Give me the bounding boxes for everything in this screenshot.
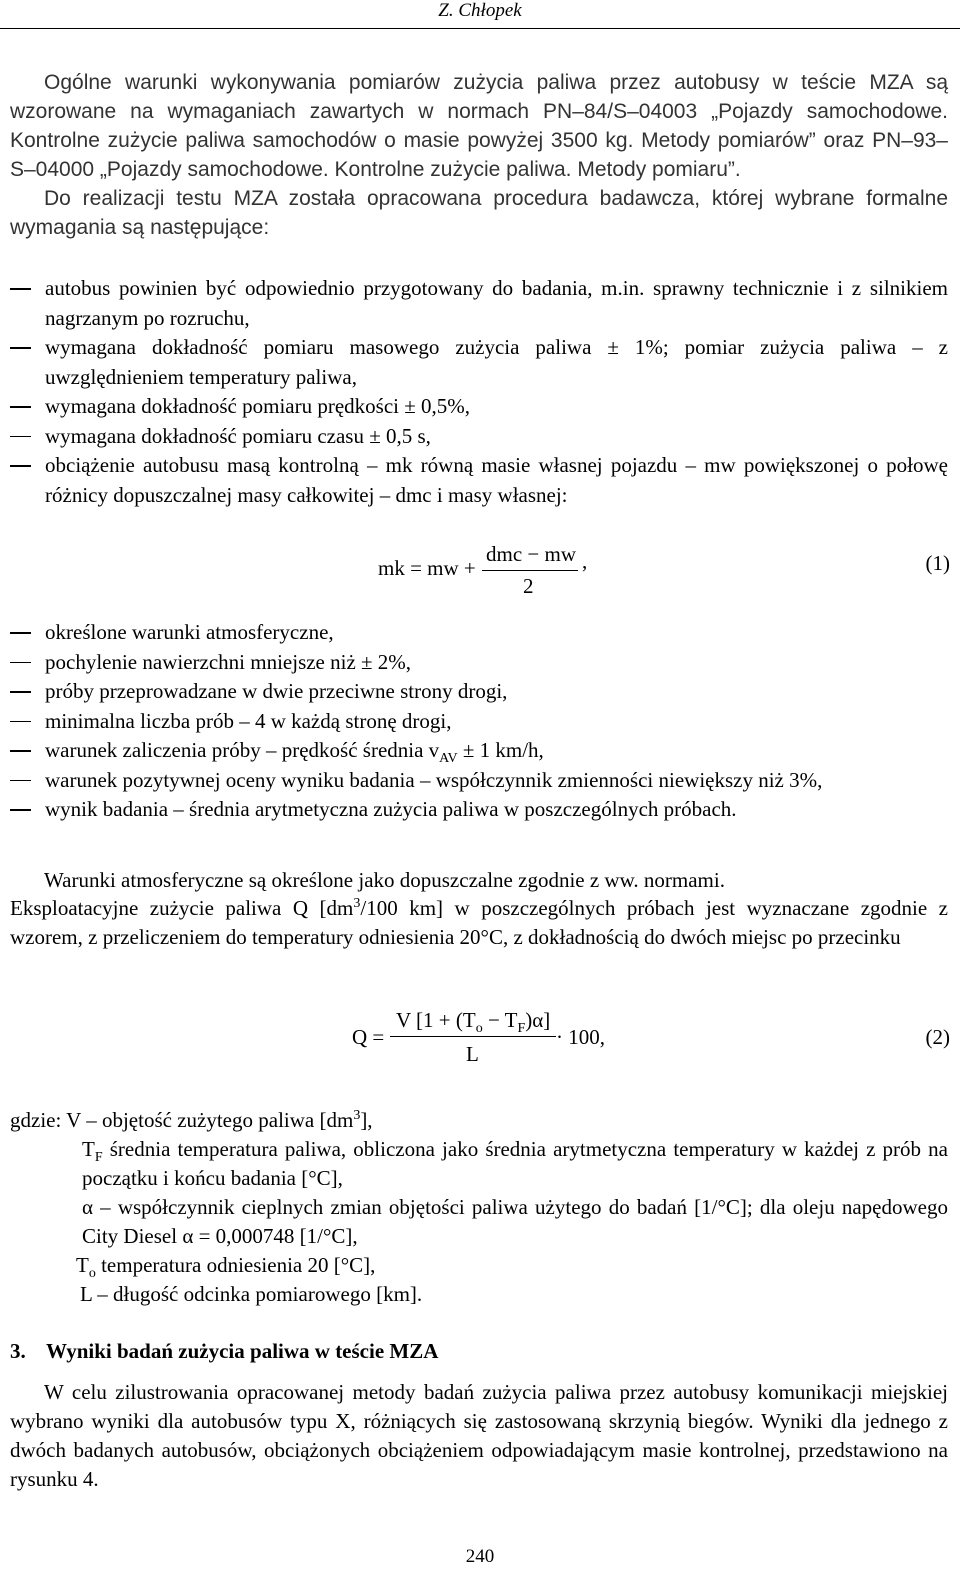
dash-bullet [10, 750, 31, 752]
list-item: pochylenie nawierzchni mniejsze niż ± 2%, [10, 648, 948, 678]
dash-bullet [10, 347, 31, 349]
definition-l: L – długość odcinka pomiarowego [km]. [80, 1282, 423, 1306]
formula-2-fraction-line [390, 1036, 556, 1037]
formula-1-fraction-line [482, 570, 578, 571]
definition-alpha: α – współczynnik cieplnych zmian objętości paliwa użytego do badań [1/°C]; dla oleju napędowego City Diesel α = 0,000748 [1/°C], [82, 1195, 948, 1248]
dash-bullet [10, 691, 31, 693]
intro-paragraph-2: Do realizacji testu MZA została opracowana procedura badawcza, której wybrane formalne wymagania są następujące: [10, 187, 948, 239]
dash-bullet [10, 632, 31, 634]
fuel-consumption-paragraph: Eksploatacyjne zużycie paliwa Q [$dm^3/100$ km] w poszczególnych próbach jest wyznaczane zgodnie z wzorem, z przeliczeniem do temperatury odniesienia 20°C, z dokładnością do dwóch miejsc po przecinku [10, 896, 948, 949]
formula-1-numerator: dmc − mw [486, 542, 576, 566]
list-item: warunek zaliczenia próby – prędkość średnia $v_{AV} \pm 1$ km/h, [10, 736, 948, 766]
formula-2-numerator: V $[1 + (T_o - T_F)\alpha]$ [396, 1008, 551, 1037]
formula-2-denominator: L [466, 1042, 479, 1066]
definition-tf: $T_F$ średnia temperatura paliwa, obliczona jako średnia arytmetyczna temperatury w każdej z prób na początku i końcu badania [°C], [82, 1137, 948, 1190]
formula-1-trail: , [582, 549, 588, 573]
list-item: wymagana dokładność pomiaru masowego zużycia paliwa ± 1%; pomiar zużycia paliwa – z uwzględnieniem temperatury paliwa, [10, 333, 948, 392]
equation-number-1: (1) [925, 551, 950, 575]
formula-2-trail: · 100, [556, 1025, 605, 1049]
section-number: 3. [10, 1339, 26, 1363]
dash-bullet [10, 436, 31, 438]
definition-to: $T_o$ temperatura odniesienia 20 [°C], [76, 1253, 376, 1282]
variable-definitions [10, 1106, 948, 1309]
section-title: Wyniki badań zużycia paliwa w teście MZA [46, 1339, 439, 1363]
requirements-list-2 [10, 618, 948, 825]
results-paragraph: W celu zilustrowania opracowanej metody badań zużycia paliwa przez autobusy komunikacji miejskiej wybrano wyniki dla autobusów typu X, różniących się zastosowaną skrzynią biegów. Wyniki dla jednego z dwóch badanych autobusów, obciążonych obciążeniem odpowiadającym masie kontrolnej, przedstawiono na rysunku 4. [10, 1380, 948, 1491]
intro-paragraph-1: Ogólne warunki wykonywania pomiarów zużycia paliwa przez autobusy w teście MZA są wzorowane na wymaganiach zawartych w normach PN–84/S–04003 „Pojazdy samochodowe. Kontrolne zużycie paliwa samochodów o masie powyżej 3500 kg. Metody pomiarów” oraz PN–93–S–04000 „Pojazdy samochodowe. Kontrolne zużycie paliwa. Metody pomiaru”. [10, 71, 948, 181]
equation-number-2: (2) [925, 1025, 950, 1049]
list-item: próby przeprowadzane w dwie przeciwne strony drogi, [10, 677, 948, 707]
list-item: autobus powinien być odpowiednio przygotowany do badania, m.in. sprawny technicznie i z silnikiem nagrzanym po rozruchu, [10, 274, 948, 333]
list-item: wymagana dokładność pomiaru prędkości ± 0,5%, [10, 392, 948, 422]
list-item: wynik badania – średnia arytmetyczna zużycia paliwa w poszczególnych próbach. [10, 795, 948, 825]
list-item: warunek pozytywnej oceny wyniku badania – współczynnik zmienności niewiększy niż 3%, [10, 766, 948, 796]
list-item: minimalna liczba prób – 4 w każdą stronę drogi, [10, 707, 948, 737]
list-item: określone warunki atmosferyczne, [10, 618, 948, 648]
dash-bullet [10, 406, 31, 408]
page-number: 240 [465, 1546, 495, 1567]
definition-v: gdzie: V – objętość zużytego paliwa $[dm^3]$, [10, 1108, 373, 1132]
formula-2-lhs: Q = [352, 1025, 385, 1049]
running-header [0, 0, 960, 29]
dash-bullet [10, 288, 31, 290]
dash-bullet [10, 809, 31, 811]
section-heading [10, 1337, 438, 1366]
formula-1-denominator: 2 [523, 574, 534, 598]
header-author: Z. Chłopek [438, 0, 522, 21]
atmospheric-conditions-line: Warunki atmosferyczne są określone jako dopuszczalne zgodnie z ww. normami. [44, 868, 725, 892]
dash-bullet [10, 721, 31, 723]
dash-bullet [10, 662, 31, 664]
dash-bullet [10, 780, 31, 782]
formula-1-lhs: mk = mw + [378, 556, 476, 580]
list-item: wymagana dokładność pomiaru czasu ± 0,5 s, [10, 422, 948, 452]
requirements-list-1 [10, 274, 948, 510]
dash-bullet [10, 465, 31, 467]
list-item: obciążenie autobusu masą kontrolną – mk równą masie własnej pojazdu – mw powiększonej o połowę różnicy dopuszczalnej masy całkowitej – dmc i masy własnej: [10, 451, 948, 510]
